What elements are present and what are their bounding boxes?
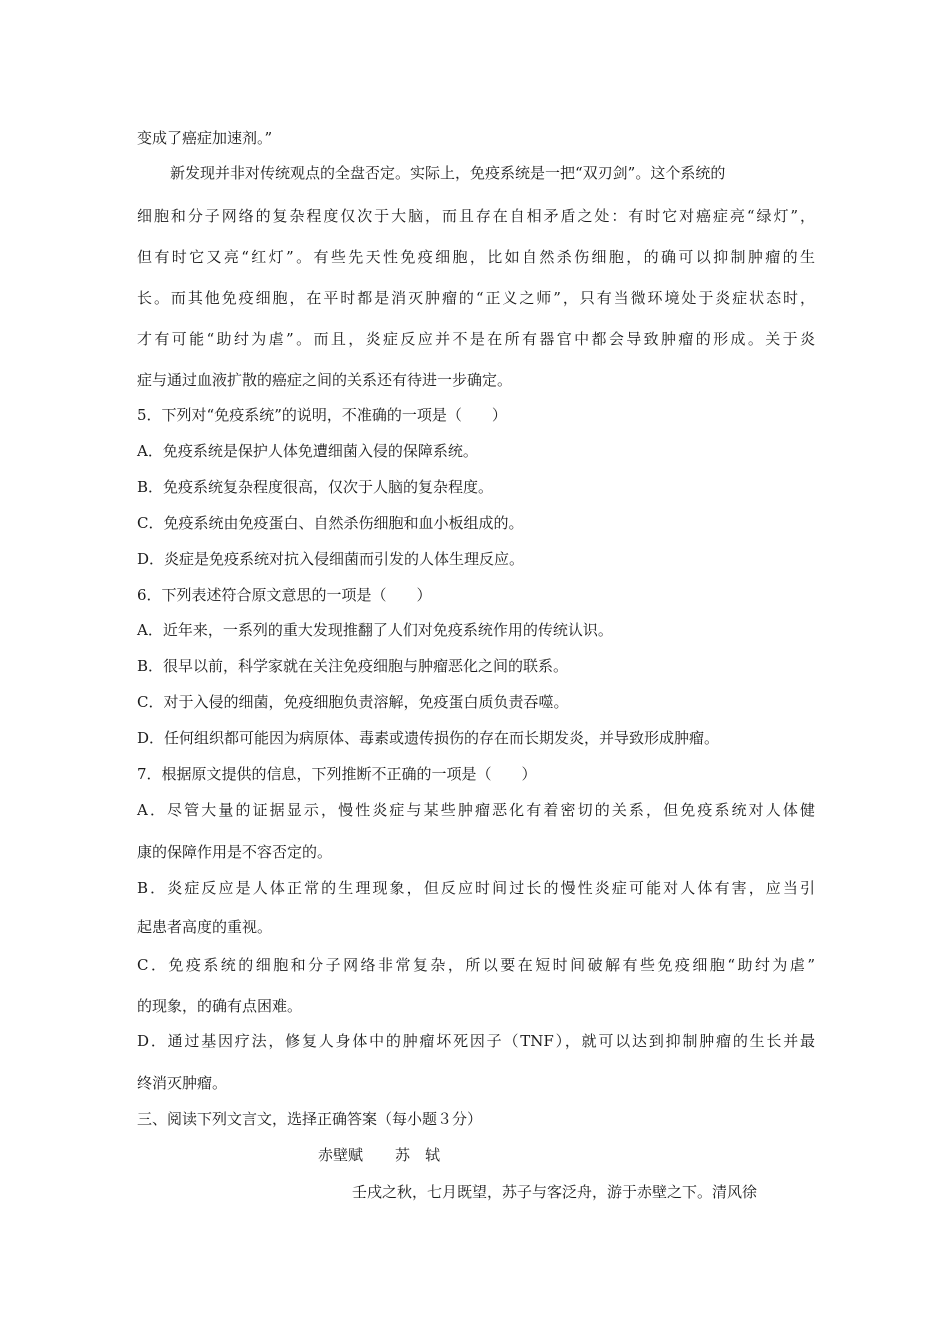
question-6-option-a: A．近年来，一系列的重大发现推翻了人们对免疫系统作用的传统认识。	[137, 621, 613, 639]
passage-line-5: 长。而其他免疫细胞，在平时都是消灭肿瘤的“正义之师”，只有当微环境处于炎症状态时，	[137, 289, 815, 307]
question-6-stem: 6．下列表述符合原文意思的一项是（ ）	[137, 586, 432, 604]
section-3-heading: 三、阅读下列文言文，选择正确答案（每小题３分）	[137, 1110, 483, 1128]
question-6-option-b: B．很早以前，科学家就在关注免疫细胞与肿瘤恶化之间的联系。	[137, 657, 569, 675]
passage-line-4: 但有时它又亮“红灯”。有些先天性免疫细胞，比如自然杀伤细胞，的确可以抑制肿瘤的生	[137, 248, 815, 266]
question-7-option-c-line-2: 的现象，的确有点困难。	[137, 997, 303, 1015]
question-7-option-b-line-1: B．炎症反应是人体正常的生理现象，但反应时间过长的慢性炎症可能对人体有害，应当引	[137, 879, 815, 897]
question-5-option-d: D．炎症是免疫系统对抗入侵细菌而引发的人体生理反应。	[137, 550, 525, 568]
question-7-option-a-line-1: A．尽管大量的证据显示，慢性炎症与某些肿瘤恶化有着密切的关系，但免疫系统对人体健	[137, 801, 815, 819]
question-7-option-b-line-2: 起患者高度的重视。	[137, 918, 273, 936]
question-7-option-d-line-1: D．通过基因疗法，修复人身体中的肿瘤坏死因子（TNF），就可以达到抑制肿瘤的生长并最	[137, 1032, 815, 1050]
passage-line-3: 细胞和分子网络的复杂程度仅次于大脑，而且存在自相矛盾之处：有时它对癌症亮“绿灯”，	[137, 207, 815, 225]
question-7-option-c-line-1: C．免疫系统的细胞和分子网络非常复杂，所以要在短时间破解有些免疫细胞“助纣为虐”	[137, 956, 815, 974]
passage-line-2: 新发现并非对传统观点的全盘否定。实际上，免疫系统是一把“双刃剑”。这个系统的	[170, 164, 726, 182]
question-5-stem: 5．下列对“免疫系统”的说明，不准确的一项是（ ）	[137, 406, 507, 424]
passage-line-7: 症与通过血液扩散的癌症之间的关系还有待进一步确定。	[137, 371, 513, 389]
question-5-option-a: A．免疫系统是保护人体免遭细菌入侵的保障系统。	[137, 442, 478, 460]
question-7-option-a-line-2: 康的保障作用是不容否定的。	[137, 843, 333, 861]
question-7-stem: 7．根据原文提供的信息，下列推断不正确的一项是（ ）	[137, 765, 537, 783]
poem-title-line	[318, 1145, 440, 1165]
passage-line-6: 才有可能“助纣为虐”。而且，炎症反应并不是在所有器官中都会导致肿瘤的形成。关于炎	[137, 330, 815, 348]
poem-first-line: 壬戌之秋，七月既望，苏子与客泛舟，游于赤壁之下。清风徐	[352, 1183, 758, 1201]
question-6-option-d: D．任何组织都可能因为病原体、毒素或遗传损伤的存在而长期发炎，并导致形成肿瘤。	[137, 729, 720, 747]
poem-author: 苏 轼	[395, 1146, 441, 1164]
question-5-option-c: C．免疫系统由免疫蛋白、自然杀伤细胞和血小板组成的。	[137, 514, 524, 532]
poem-title: 赤壁赋	[318, 1146, 364, 1164]
question-5-option-b: B．免疫系统复杂程度很高，仅次于人脑的复杂程度。	[137, 478, 494, 496]
question-7-option-d-line-2: 终消灭肿瘤。	[137, 1074, 228, 1092]
question-6-option-c: C．对于入侵的细菌，免疫细胞负责溶解，免疫蛋白质负责吞噬。	[137, 693, 569, 711]
passage-line-1: 变成了癌症加速剂。”	[137, 129, 273, 147]
